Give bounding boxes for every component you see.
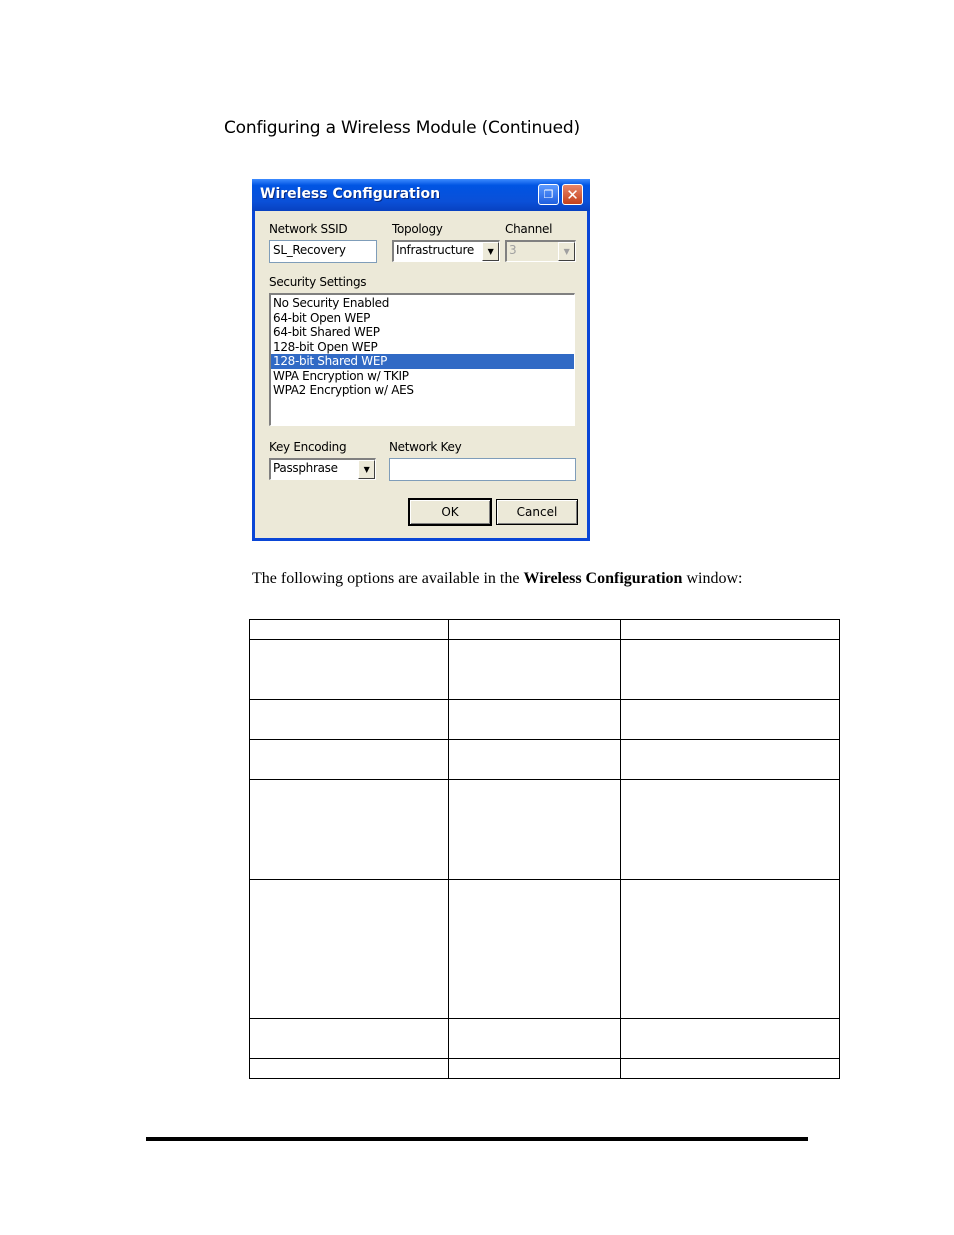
table-cell (621, 620, 840, 640)
table-cell (250, 880, 449, 1019)
list-item-selected[interactable]: 128-bit Shared WEP (271, 354, 574, 369)
intro-text-end: window: (682, 570, 743, 587)
table-cell (621, 1059, 840, 1079)
table-cell (621, 640, 840, 700)
list-item[interactable]: 64-bit Shared WEP (273, 325, 380, 339)
wireless-configuration-dialog (252, 179, 590, 541)
table-cell (449, 1059, 621, 1079)
table-cell (621, 880, 840, 1019)
table-cell (449, 740, 621, 780)
table-cell (449, 880, 621, 1019)
restore-icon[interactable]: ❐ (538, 184, 559, 205)
intro-bold: Wireless Configuration (523, 570, 683, 587)
table-row (250, 1019, 840, 1059)
chevron-down-icon[interactable]: ▼ (358, 460, 375, 479)
list-item[interactable]: 128-bit Open WEP (273, 339, 378, 354)
intro-text: The following options are available in the (252, 570, 524, 587)
cancel-button[interactable]: Cancel (496, 499, 578, 525)
intro-paragraph (252, 570, 742, 588)
table-cell (250, 780, 449, 880)
table-cell (449, 700, 621, 740)
channel-value: 3 (509, 243, 517, 257)
channel-label: Channel (505, 222, 553, 236)
table-cell (449, 640, 621, 700)
table-row (250, 880, 840, 1019)
table-cell (621, 780, 840, 880)
dialog-title: Wireless Configuration (260, 186, 441, 202)
network-key-label: Network Key (389, 440, 462, 454)
list-item[interactable]: 64-bit Open WEP (273, 310, 371, 325)
chevron-down-icon: ▼ (558, 242, 575, 261)
key-encoding-select[interactable] (269, 458, 376, 480)
topology-value: Infrastructure (396, 243, 474, 257)
dialog-titlebar[interactable] (252, 179, 590, 211)
table-cell (250, 1019, 449, 1059)
channel-select (505, 240, 576, 262)
security-settings-label: Security Settings (269, 275, 367, 289)
table-row (250, 780, 840, 880)
table-cell (621, 700, 840, 740)
key-encoding-value: Passphrase (273, 461, 338, 475)
ssid-label: Network SSID (269, 222, 348, 236)
list-item[interactable]: No Security Enabled (273, 296, 390, 310)
ok-button[interactable]: OK (409, 499, 491, 525)
table-cell (250, 740, 449, 780)
security-settings-list[interactable] (269, 293, 575, 426)
table-row (250, 620, 840, 640)
table-row (250, 640, 840, 700)
table-cell (250, 1059, 449, 1079)
table-cell (250, 700, 449, 740)
close-icon[interactable]: ✕ (562, 184, 583, 205)
table-cell (449, 780, 621, 880)
list-item[interactable]: WPA2 Encryption w/ AES (273, 383, 414, 397)
table-row (250, 1059, 840, 1079)
table-cell (250, 620, 449, 640)
topology-label: Topology (392, 222, 443, 236)
table-cell (449, 620, 621, 640)
network-key-input[interactable] (389, 458, 576, 481)
key-encoding-label: Key Encoding (269, 440, 347, 454)
page-heading: Configuring a Wireless Module (Continued) (224, 118, 580, 138)
table-row (250, 700, 840, 740)
table-cell (621, 740, 840, 780)
ssid-input[interactable]: SL_Recovery (269, 240, 377, 263)
table-row (250, 740, 840, 780)
table-cell (621, 1019, 840, 1059)
chevron-down-icon[interactable]: ▼ (482, 242, 499, 261)
list-item[interactable]: WPA Encryption w/ TKIP (273, 368, 409, 383)
table-cell (449, 1019, 621, 1059)
topology-select[interactable] (392, 240, 500, 262)
footer-rule (146, 1137, 808, 1141)
table-cell (250, 640, 449, 700)
options-table (249, 619, 840, 1079)
